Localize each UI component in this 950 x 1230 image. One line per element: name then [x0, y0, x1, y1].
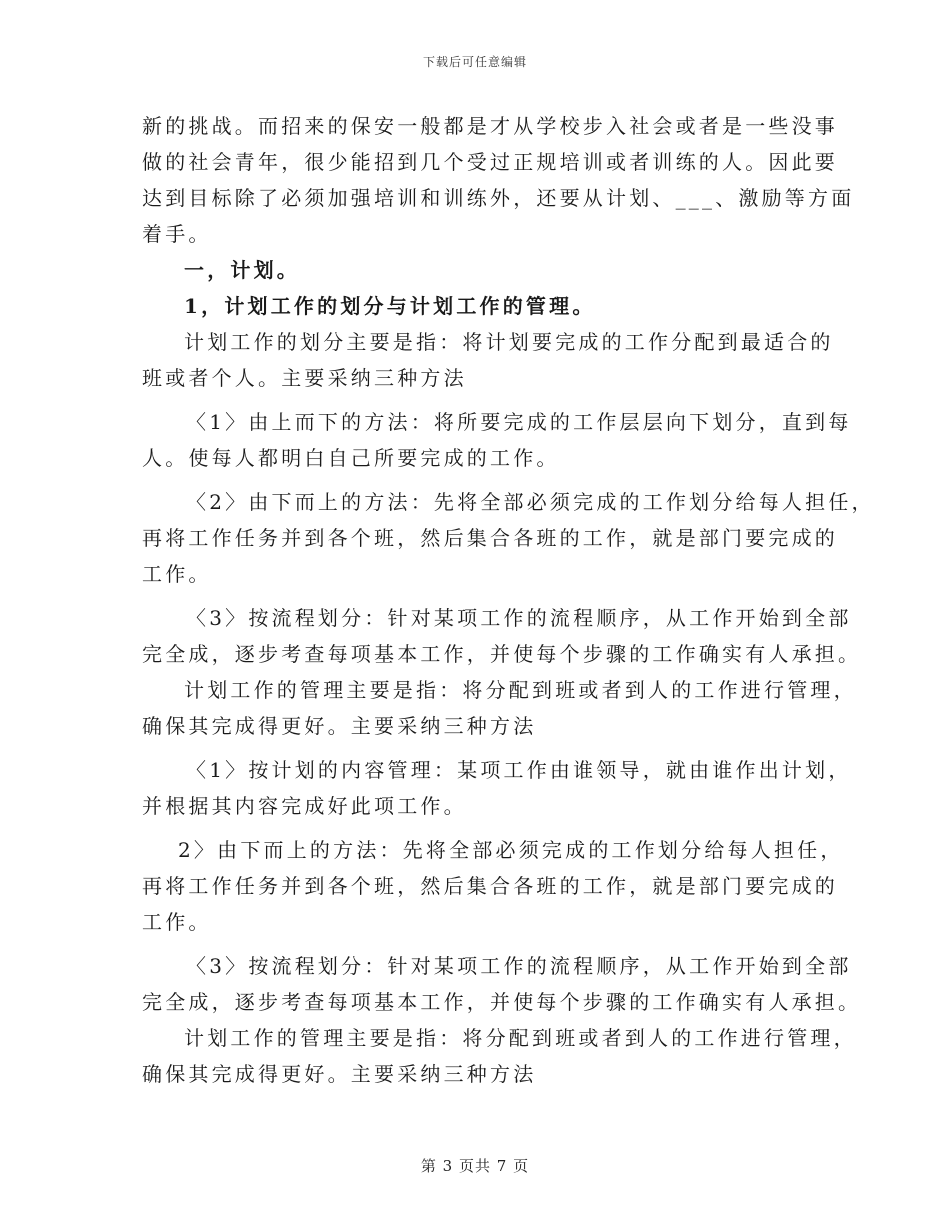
paragraph-line: 确保其完成得更好。主要采纳三种方法 — [142, 714, 537, 738]
paragraph-line: 〈1〉按计划的内容管理：某项工作由谁领导，就由谁作出计划， — [186, 758, 852, 782]
paragraph-line: 完全成，逐步考查每项基本工作，并使每个步骤的工作确实有人承担。 — [142, 642, 862, 666]
paragraph-line: 确保其完成得更好。主要采纳三种方法 — [142, 1062, 537, 1086]
paragraph-line: 计划工作的管理主要是指：将分配到班或者到人的工作进行管理， — [184, 1026, 857, 1050]
paragraph-line: 做的社会青年，很少能招到几个受过正规培训或者训练的人。因此要 — [142, 150, 838, 174]
subsection-heading: 1，计划工作的划分与计划工作的管理。 — [184, 294, 596, 318]
paragraph-line: 计划工作的管理主要是指：将分配到班或者到人的工作进行管理， — [184, 678, 857, 702]
paragraph-line: 〈1〉由上而下的方法：将所要完成的工作层层向下划分，直到每 — [186, 410, 852, 434]
paragraph-line: 班或者个人。主要采纳三种方法 — [142, 366, 467, 390]
page-header: 下载后可任意编辑 — [422, 55, 527, 69]
paragraph-line: 工作。 — [142, 910, 212, 934]
paragraph-line: 〈3〉按流程划分：针对某项工作的流程顺序，从工作开始到全部 — [186, 954, 852, 978]
paragraph-line: 〈3〉按流程划分：针对某项工作的流程顺序，从工作开始到全部 — [186, 606, 852, 630]
paragraph-line: 完全成，逐步考查每项基本工作，并使每个步骤的工作确实有人承担。 — [142, 990, 862, 1014]
paragraph-line: 新的挑战。而招来的保安一般都是才从学校步入社会或者是一些没事 — [142, 114, 838, 138]
paragraph-line: 达到目标除了必须加强培训和训练外，还要从计划、___、激励等方面 — [142, 186, 855, 210]
page-footer: 第 3 页共 7 页 — [420, 1157, 530, 1175]
document-body — [142, 108, 875, 1092]
paragraph-line: 工作。 — [142, 562, 212, 586]
section-heading: 一，计划。 — [184, 258, 300, 282]
paragraph-line: 再将工作任务并到各个班，然后集合各班的工作，就是部门要完成的 — [142, 874, 838, 898]
paragraph-line: 人。使每人都明白自己所要完成的工作。 — [142, 446, 560, 470]
paragraph-line: 计划工作的划分主要是指：将计划要完成的工作分配到最适合的 — [184, 330, 834, 354]
paragraph-line: 并根据其内容完成好此项工作。 — [142, 794, 467, 818]
paragraph-line: 再将工作任务并到各个班，然后集合各班的工作，就是部门要完成的 — [142, 526, 838, 550]
paragraph-line: 着手。 — [142, 222, 212, 246]
paragraph-line: 2〉由下而上的方法：先将全部必须完成的工作划分给每人担任， — [178, 838, 844, 862]
paragraph-line: 〈2〉由下而上的方法：先将全部必须完成的工作划分给每人担任， — [186, 490, 875, 514]
